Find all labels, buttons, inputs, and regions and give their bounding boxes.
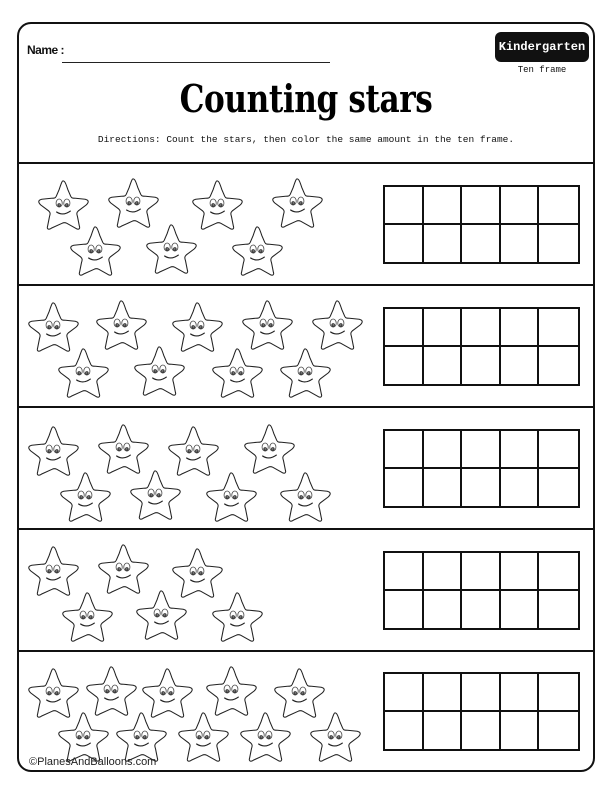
- ten-frame-cell[interactable]: [424, 553, 463, 591]
- smiling-star-icon: [307, 710, 363, 764]
- ten-frame: [383, 185, 580, 264]
- exercise-row: [19, 530, 593, 652]
- ten-frame-cell[interactable]: [385, 431, 424, 469]
- ten-frame: [383, 672, 580, 751]
- ten-frame: [383, 551, 580, 630]
- smiling-star-icon: [55, 346, 111, 400]
- ten-frame-cell[interactable]: [462, 553, 501, 591]
- smiling-star-icon: [239, 298, 295, 352]
- ten-frame-cell[interactable]: [462, 674, 501, 712]
- ten-frame-cell[interactable]: [424, 225, 463, 263]
- ten-frame-cell[interactable]: [462, 309, 501, 347]
- smiling-star-icon: [131, 344, 187, 398]
- smiling-star-icon: [309, 298, 365, 352]
- smiling-star-icon: [209, 590, 265, 644]
- smiling-star-icon: [203, 470, 259, 524]
- ten-frame-cell[interactable]: [462, 712, 501, 750]
- directions-text: Directions: Count the stars, then color the same amount in the ten frame.: [97, 134, 515, 145]
- smiling-star-icon: [209, 346, 265, 400]
- ten-frame-cell[interactable]: [539, 674, 578, 712]
- ten-frame-cell[interactable]: [501, 309, 540, 347]
- worksheet-header: [19, 24, 593, 164]
- ten-frame-cell[interactable]: [385, 591, 424, 629]
- ten-frame-cell[interactable]: [501, 674, 540, 712]
- ten-frame-cell[interactable]: [462, 469, 501, 507]
- ten-frame-cell[interactable]: [462, 347, 501, 385]
- ten-frame-cell[interactable]: [462, 225, 501, 263]
- ten-frame-cell[interactable]: [424, 431, 463, 469]
- smiling-star-icon: [133, 588, 189, 642]
- ten-frame-cell[interactable]: [501, 591, 540, 629]
- ten-frame-cell[interactable]: [424, 712, 463, 750]
- smiling-star-icon: [127, 468, 183, 522]
- ten-frame-cell[interactable]: [501, 712, 540, 750]
- ten-frame-cell[interactable]: [539, 553, 578, 591]
- ten-frame-cell[interactable]: [385, 712, 424, 750]
- smiling-star-icon: [241, 422, 297, 476]
- ten-frame-cell[interactable]: [424, 187, 463, 225]
- ten-frame-cell[interactable]: [462, 591, 501, 629]
- ten-frame: [383, 429, 580, 508]
- smiling-star-icon: [143, 222, 199, 276]
- smiling-star-icon: [59, 590, 115, 644]
- exercise-row: [19, 408, 593, 530]
- worksheet-subtitle: Ten frame: [517, 65, 567, 75]
- worksheet: [17, 22, 595, 772]
- ten-frame-cell[interactable]: [539, 469, 578, 507]
- ten-frame: [383, 307, 580, 386]
- grade-badge: Kindergarten: [495, 32, 589, 62]
- ten-frame-cell[interactable]: [501, 469, 540, 507]
- ten-frame-cell[interactable]: [539, 225, 578, 263]
- ten-frame-cell[interactable]: [462, 431, 501, 469]
- ten-frame-cell[interactable]: [501, 347, 540, 385]
- smiling-star-icon: [67, 224, 123, 278]
- ten-frame-cell[interactable]: [539, 591, 578, 629]
- ten-frame-cell[interactable]: [424, 469, 463, 507]
- exercise-row: [19, 286, 593, 408]
- name-input-line[interactable]: [62, 62, 330, 63]
- smiling-star-icon: [175, 710, 231, 764]
- ten-frame-cell[interactable]: [385, 187, 424, 225]
- ten-frame-cell[interactable]: [385, 225, 424, 263]
- page-title: Counting stars: [179, 76, 433, 121]
- ten-frame-cell[interactable]: [385, 674, 424, 712]
- ten-frame-cell[interactable]: [385, 347, 424, 385]
- copyright-footer: ©PlanesAndBalloons.com: [29, 756, 157, 768]
- ten-frame-cell[interactable]: [501, 553, 540, 591]
- ten-frame-cell[interactable]: [385, 469, 424, 507]
- name-label: Name :: [27, 43, 65, 57]
- ten-frame-cell[interactable]: [539, 187, 578, 225]
- smiling-star-icon: [269, 176, 325, 230]
- ten-frame-cell[interactable]: [424, 309, 463, 347]
- smiling-star-icon: [229, 224, 285, 278]
- exercise-row: [19, 652, 593, 770]
- smiling-star-icon: [277, 346, 333, 400]
- ten-frame-cell[interactable]: [539, 309, 578, 347]
- ten-frame-cell[interactable]: [501, 187, 540, 225]
- ten-frame-cell[interactable]: [501, 431, 540, 469]
- ten-frame-cell[interactable]: [424, 674, 463, 712]
- ten-frame-cell[interactable]: [501, 225, 540, 263]
- ten-frame-cell[interactable]: [424, 591, 463, 629]
- smiling-star-icon: [237, 710, 293, 764]
- ten-frame-cell[interactable]: [539, 347, 578, 385]
- exercise-row: [19, 164, 593, 286]
- ten-frame-cell[interactable]: [385, 309, 424, 347]
- ten-frame-cell[interactable]: [462, 187, 501, 225]
- ten-frame-cell[interactable]: [385, 553, 424, 591]
- ten-frame-cell[interactable]: [539, 431, 578, 469]
- smiling-star-icon: [277, 470, 333, 524]
- ten-frame-cell[interactable]: [424, 347, 463, 385]
- smiling-star-icon: [57, 470, 113, 524]
- ten-frame-cell[interactable]: [539, 712, 578, 750]
